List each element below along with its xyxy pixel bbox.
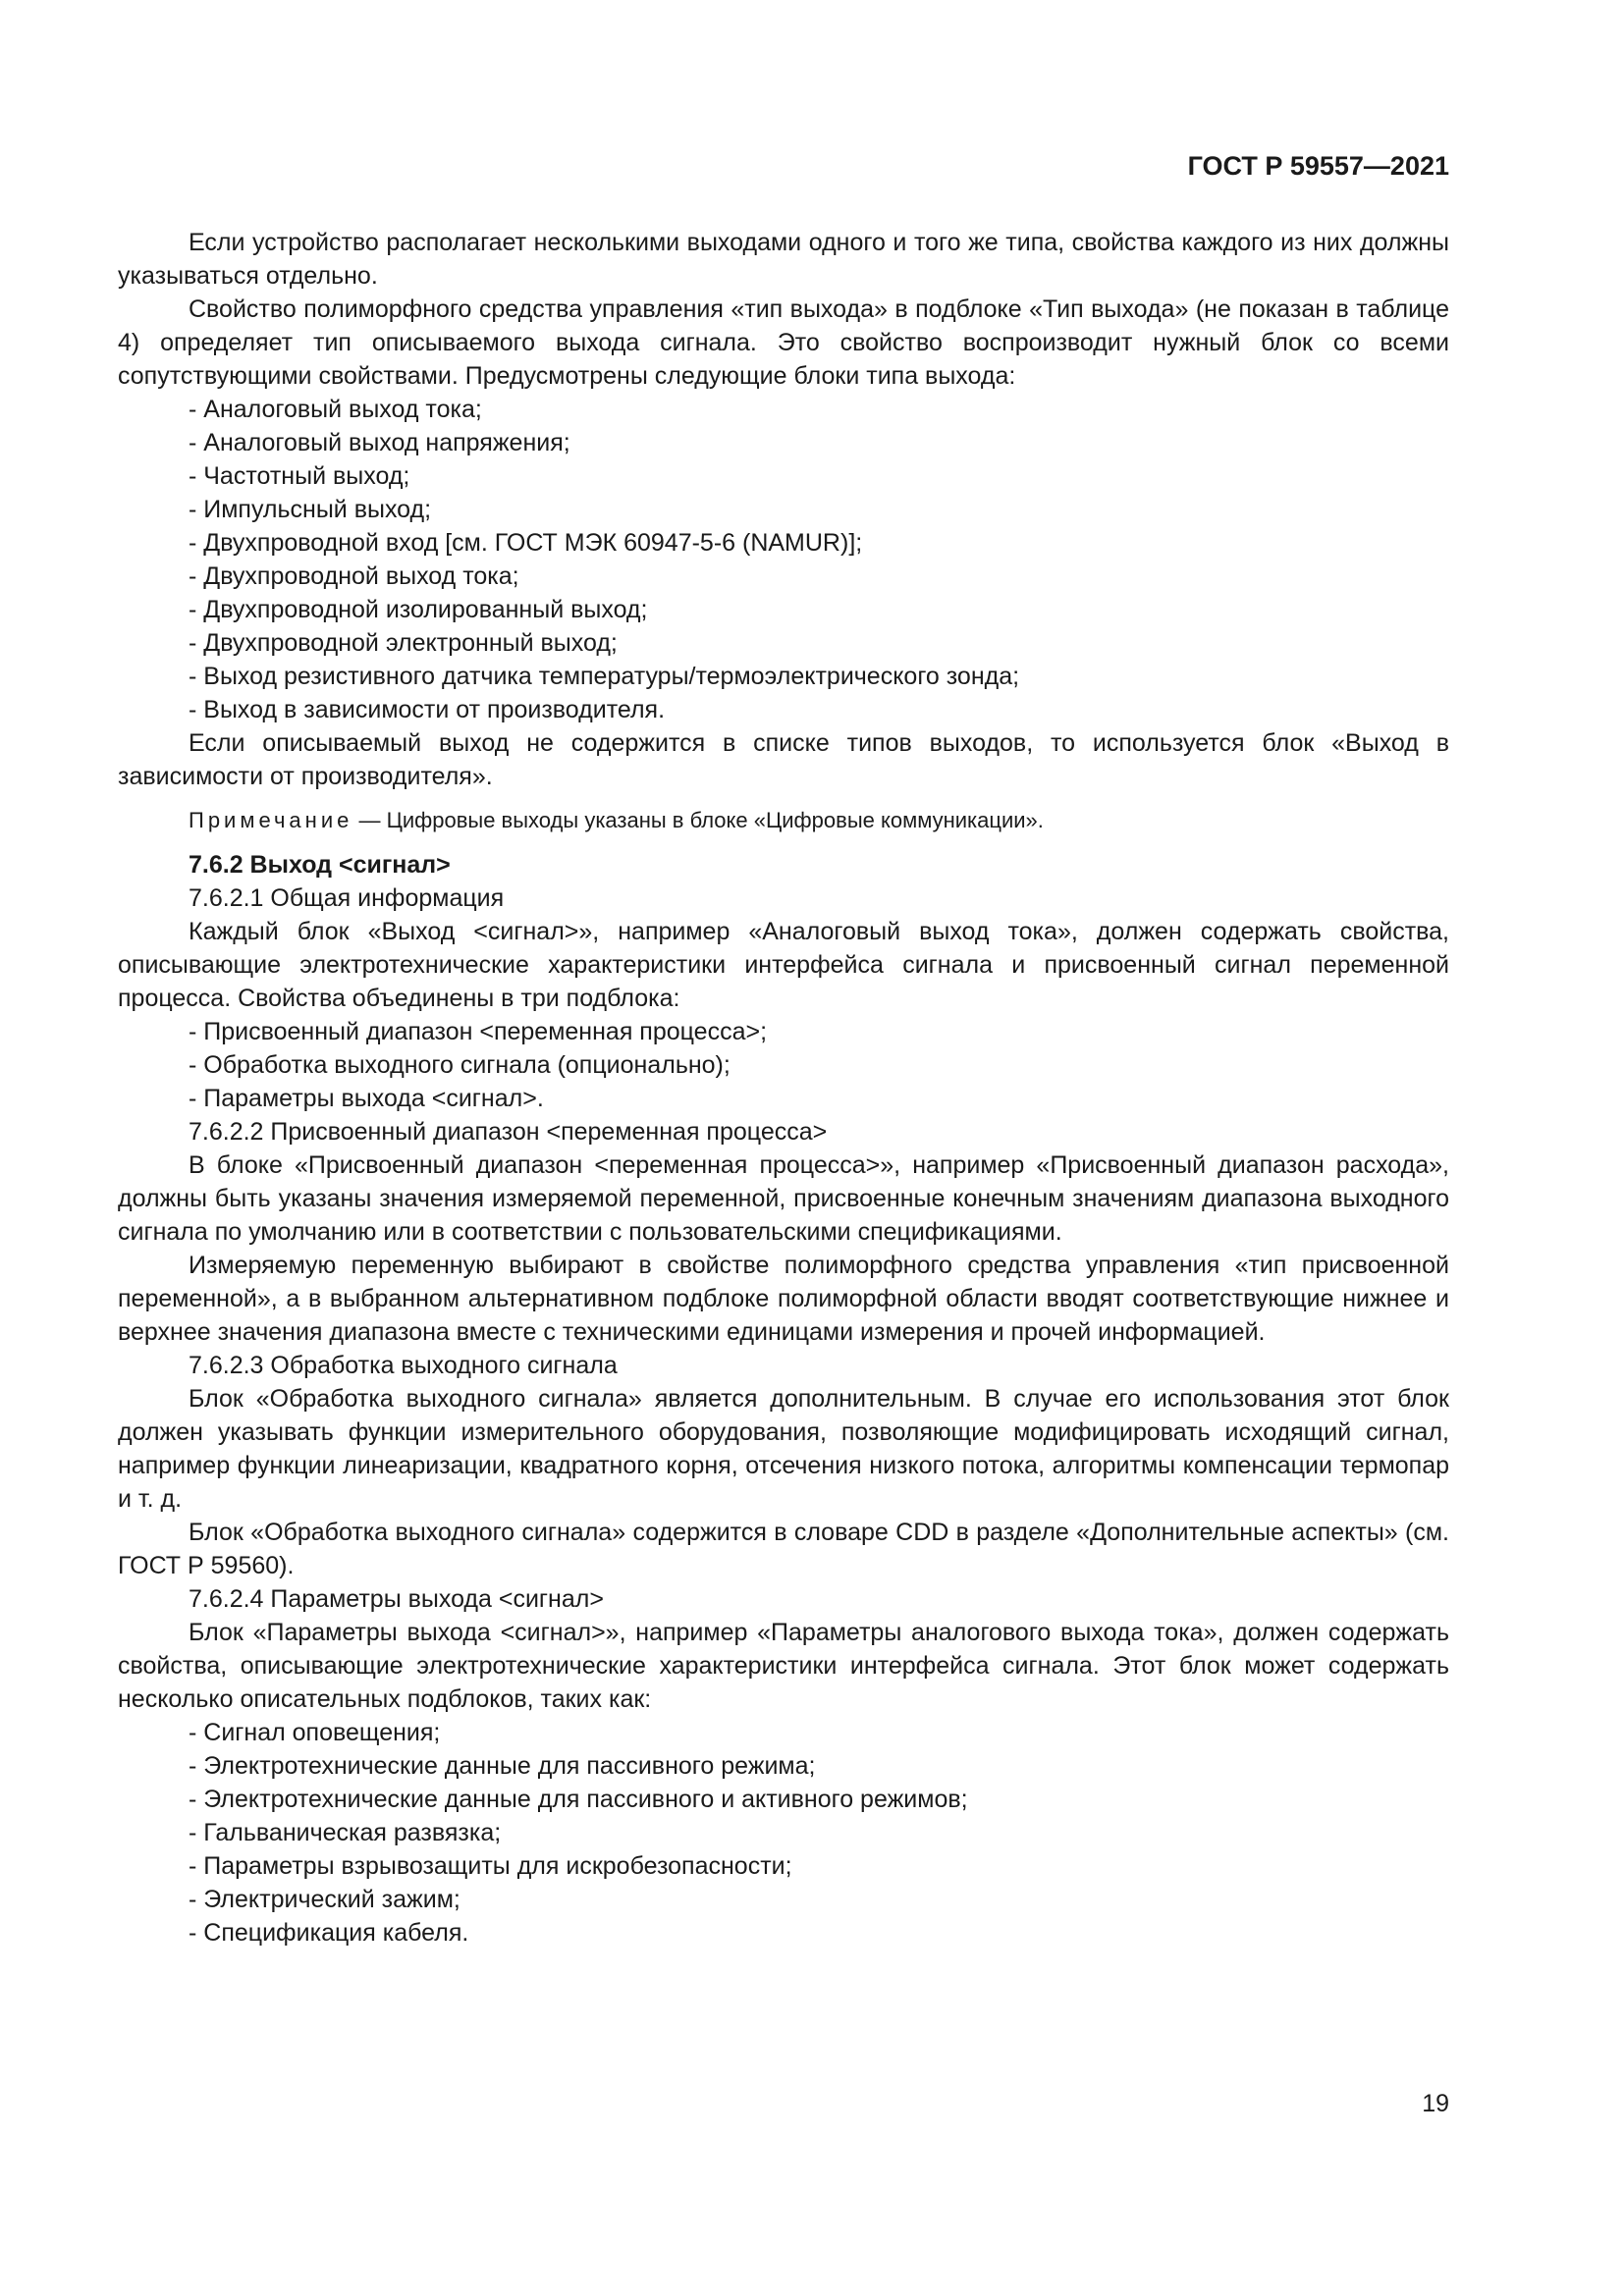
list-item: - Гальваническая развязка; <box>189 1819 502 1846</box>
list-item: - Обработка выходного сигнала (опционально); <box>189 1051 731 1079</box>
subblocks-list <box>118 1015 1449 1115</box>
page-number: 19 <box>1422 2090 1449 2117</box>
subsection-title: 7.6.2.1 Общая информация <box>189 884 505 912</box>
paragraph: Если устройство располагает несколькими выходами одного и того же типа, свойства каждого из них должны указываться отдельно. <box>118 229 1449 290</box>
subsection-title: 7.6.2.3 Обработка выходного сигнала <box>189 1352 618 1379</box>
list-item: - Параметры выхода <сигнал>. <box>189 1085 544 1112</box>
list-item: - Выход резистивного датчика температуры/термоэлектрического зонда; <box>189 663 1020 690</box>
list-item: - Сигнал оповещения; <box>189 1719 441 1746</box>
paragraph: Блок «Обработка выходного сигнала» содержится в словаре CDD в разделе «Дополнительные аспекты» (см. ГОСТ Р 59560). <box>118 1519 1449 1579</box>
output-types-list <box>118 393 1449 726</box>
paragraph: Свойство полиморфного средства управления «тип выхода» в подблоке «Тип выхода» (не показан в таблице 4) определяет тип описываемого выхода сигнала. Это свойство воспроизводит нужный блок со всеми сопутствующими свойствами. Предусмотрены следующие блоки типа выхода: <box>118 295 1449 390</box>
paragraph: Каждый блок «Выход <сигнал>», например «Аналоговый выход тока», должен содержать свойства, описывающие электротехнические характеристики интерфейса сигнала и присвоенный сигнал переменной процесса. Свойства объединены в три подблока: <box>118 918 1449 1012</box>
page-body <box>118 226 1449 1949</box>
descriptive-subblocks-list <box>118 1716 1449 1949</box>
list-item: - Электрический зажим; <box>189 1886 460 1913</box>
list-item: - Двухпроводной вход [см. ГОСТ МЭК 60947-5-6 (NAMUR)]; <box>189 529 863 557</box>
paragraph: Блок «Параметры выхода <сигнал>», например «Параметры аналогового выхода тока», должен содержать свойства, описывающие электротехнические характеристики интерфейса сигнала. Этот блок может содержать несколько описательных подблоков, таких как: <box>118 1619 1449 1713</box>
subsection-title: 7.6.2.4 Параметры выхода <сигнал> <box>189 1585 604 1613</box>
note-text: — Цифровые выходы указаны в блоке «Цифровые коммуникации». <box>352 808 1044 832</box>
list-item: - Присвоенный диапазон <переменная процесса>; <box>189 1018 768 1045</box>
document-code: ГОСТ Р 59557—2021 <box>1187 151 1449 181</box>
note-label: Примечание <box>189 808 353 832</box>
list-item: - Электротехнические данные для пассивного режима; <box>189 1752 816 1780</box>
list-item: - Выход в зависимости от производителя. <box>189 696 666 723</box>
list-item: - Двухпроводной изолированный выход; <box>189 596 648 623</box>
note <box>118 805 1449 836</box>
section-heading: 7.6.2 Выход <сигнал> <box>189 851 451 879</box>
paragraph: Измеряемую переменную выбирают в свойстве полиморфного средства управления «тип присвоенной переменной», а в выбранном альтернативном подблоке полиморфной области вводят соответствующие нижнее и верхнее значения диапазона вместе с техническими единицами измерения и прочей информацией. <box>118 1252 1449 1346</box>
list-item: - Двухпроводной электронный выход; <box>189 629 618 657</box>
paragraph: В блоке «Присвоенный диапазон <переменная процесса>», например «Присвоенный диапазон расхода», должны быть указаны значения измеряемой переменной, присвоенные конечным значениям диапазона выходного сигнала по умолчанию или в соответствии с пользовательскими спецификациями. <box>118 1151 1449 1246</box>
list-item: - Спецификация кабеля. <box>189 1919 469 1947</box>
list-item: - Импульсный выход; <box>189 496 432 523</box>
list-item: - Частотный выход; <box>189 462 410 490</box>
list-item: - Параметры взрывозащиты для искробезопасности; <box>189 1852 792 1880</box>
paragraph: Блок «Обработка выходного сигнала» является дополнительным. В случае его использования этот блок должен указывать функции измерительного оборудования, позволяющие модифицировать исходящий сигнал, например функции линеаризации, квадратного корня, отсечения низкого потока, алгоритмы компенсации термопар и т. д. <box>118 1385 1449 1513</box>
subsection-title: 7.6.2.2 Присвоенный диапазон <переменная процесса> <box>189 1118 828 1146</box>
paragraph: Если описываемый выход не содержится в списке типов выходов, то используется блок «Выход в зависимости от производителя». <box>118 729 1449 790</box>
list-item: - Аналоговый выход напряжения; <box>189 429 570 456</box>
list-item: - Аналоговый выход тока; <box>189 396 482 423</box>
list-item: - Двухпроводной выход тока; <box>189 562 519 590</box>
list-item: - Электротехнические данные для пассивного и активного режимов; <box>189 1786 968 1813</box>
